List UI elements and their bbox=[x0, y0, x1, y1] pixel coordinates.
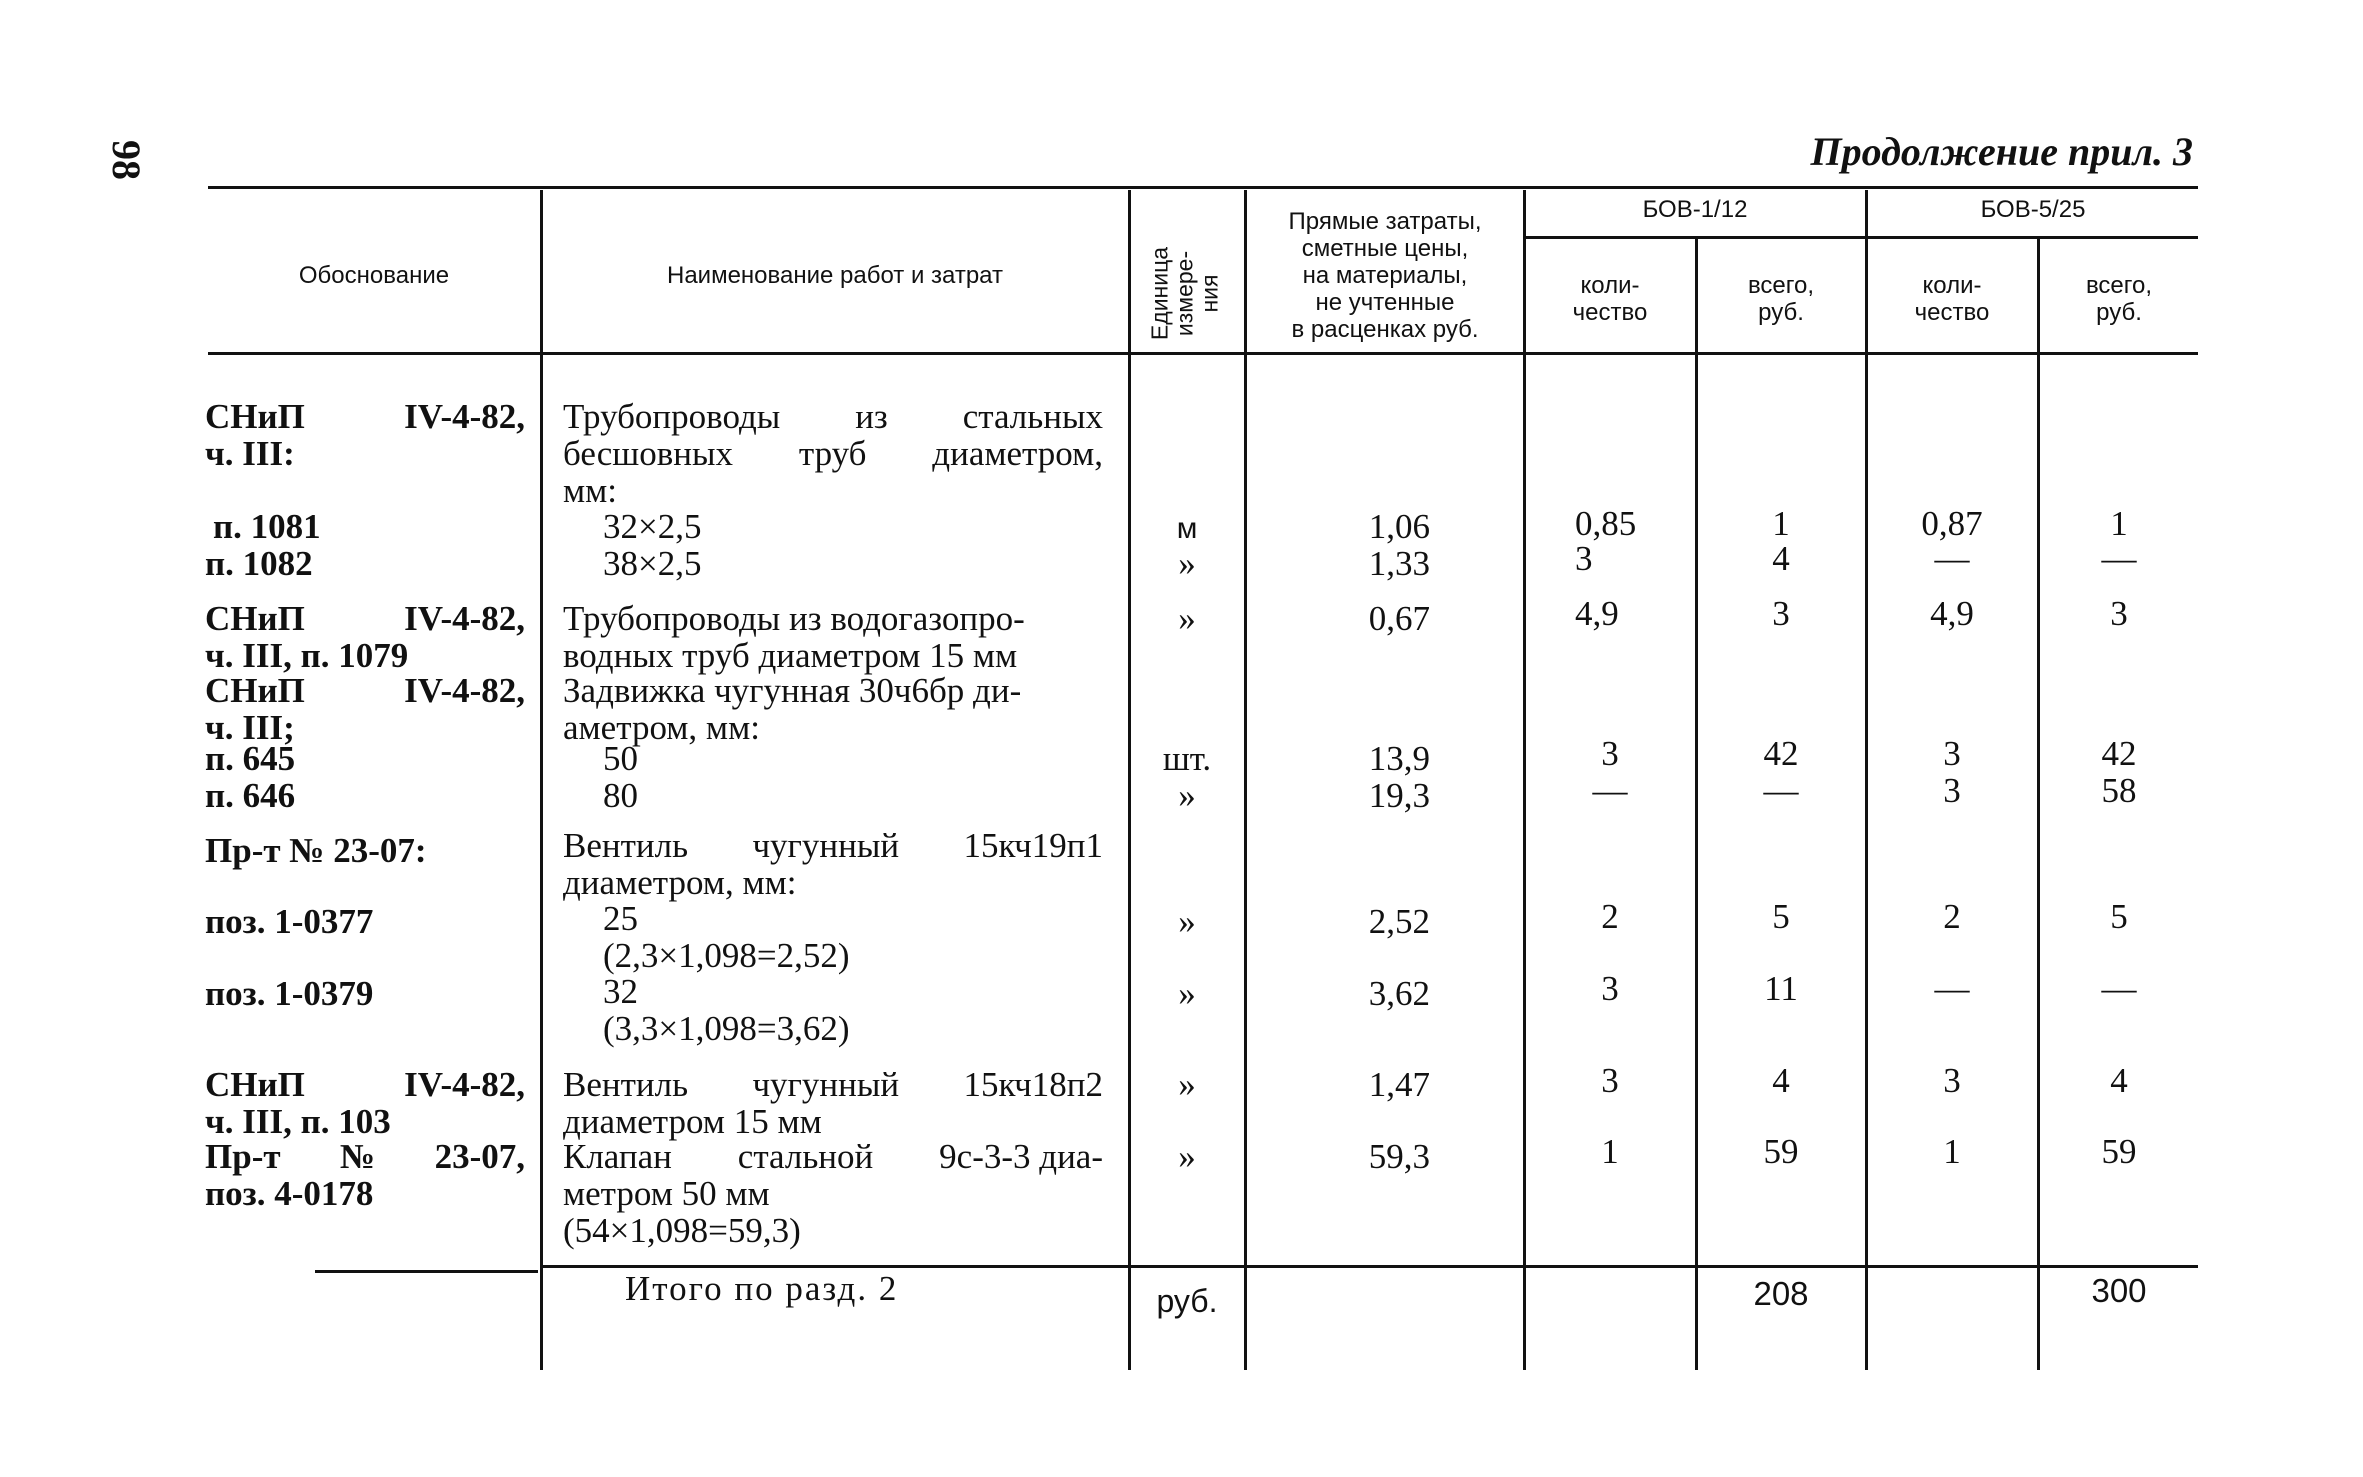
table-cell-total1: 4 bbox=[1772, 539, 1790, 578]
table-row-basis: п. 1082 bbox=[205, 544, 313, 583]
header-unit: Единица измере- ния bbox=[1146, 246, 1223, 341]
table-cell-total1: 11 bbox=[1764, 969, 1798, 1008]
table-cell-qty1: 3 bbox=[1575, 539, 1593, 578]
table-cell-total2: — bbox=[2101, 539, 2137, 578]
table-row-name: Трубопроводы из водогазопро- водных труб диаметром 15 мм bbox=[563, 599, 1025, 675]
table-cell-total2: 42 bbox=[2101, 734, 2137, 773]
table-cell-unit: » bbox=[1178, 776, 1196, 815]
header-qty-2: коли- чество bbox=[1914, 272, 1990, 326]
table-cell-total2: 3 bbox=[2110, 594, 2128, 633]
table-cell-cost: 3,62 bbox=[1368, 974, 1430, 1013]
table-row-basis: п. 1081 bbox=[213, 507, 321, 546]
table-cell-qty2: — bbox=[1934, 969, 1970, 1008]
continuation-title: Продолжение прил. 3 bbox=[1810, 129, 2193, 174]
table-row-basis: Пр-т № 23-07: bbox=[205, 831, 427, 870]
table-row-basis: Пр-т № 23-07, поз. 4-0178 bbox=[205, 1137, 525, 1213]
table-row-basis: СНиП IV-4-82, ч. III, п. 103 bbox=[205, 1065, 525, 1141]
group-divider bbox=[1523, 236, 2198, 239]
table-row-name: 32 (3,3×1,098=3,62) bbox=[603, 972, 850, 1048]
table-cell-qty2: 0,87 bbox=[1921, 504, 1983, 543]
table-cell-total2: 4 bbox=[2110, 1061, 2128, 1100]
table-cell-qty1: 3 bbox=[1601, 1061, 1619, 1100]
table-cell-qty2: 3 bbox=[1943, 734, 1961, 773]
table-cell-total2: 58 bbox=[2101, 771, 2137, 810]
table-row-name: Задвижка чугунная 30ч6бр ди- аметром, мм: bbox=[563, 671, 1022, 747]
table-cell-qty1: — bbox=[1592, 771, 1628, 810]
total-label: Итого по разд. 2 bbox=[625, 1269, 899, 1308]
col-sep-3 bbox=[1244, 190, 1247, 1370]
table-top-border bbox=[208, 186, 2198, 189]
table-cell-unit: » bbox=[1178, 1137, 1196, 1176]
table-row-name: 50 bbox=[603, 739, 638, 778]
table-cell-qty1: 3 bbox=[1601, 969, 1619, 1008]
table-row-name: Клапан стальной 9с-3-3 диа- метром 50 мм (54×1,098=59,3) bbox=[563, 1137, 1103, 1250]
col-sep-1 bbox=[540, 190, 543, 1370]
table-cell-total1: 3 bbox=[1772, 594, 1790, 633]
table-cell-cost: 13,9 bbox=[1368, 739, 1430, 778]
header-group1: БОВ-1/12 bbox=[1642, 196, 1748, 223]
table-row-name: 38×2,5 bbox=[603, 544, 702, 583]
table-cell-total2: 59 bbox=[2101, 1132, 2137, 1171]
table-cell-cost: 2,52 bbox=[1368, 902, 1430, 941]
table-cell-total1: 59 bbox=[1763, 1132, 1799, 1171]
table-row-basis: поз. 1-0379 bbox=[205, 974, 374, 1013]
table-cell-qty2: — bbox=[1934, 539, 1970, 578]
table-row-name: 32×2,5 bbox=[603, 507, 702, 546]
total-divider bbox=[543, 1265, 2198, 1268]
table-cell-unit: шт. bbox=[1162, 739, 1212, 778]
table-cell-cost: 0,67 bbox=[1368, 599, 1430, 638]
table-cell-total1: — bbox=[1763, 771, 1799, 810]
table-cell-unit: » bbox=[1178, 599, 1196, 638]
table-cell-unit: » bbox=[1178, 1065, 1196, 1104]
table-row-name: Вентиль чугунный 15кч19п1 диаметром, мм: bbox=[563, 826, 1103, 902]
table-cell-qty2: 1 bbox=[1943, 1132, 1961, 1171]
table-row-basis: СНиП IV-4-82, ч. III: bbox=[205, 397, 525, 473]
header-basis: Обоснование bbox=[298, 262, 450, 289]
table-row-basis: поз. 1-0377 bbox=[205, 902, 374, 941]
header-total-2: всего, руб. bbox=[2085, 272, 2153, 326]
table-cell-qty1: 2 bbox=[1601, 897, 1619, 936]
table-row-name: 80 bbox=[603, 776, 638, 815]
table-row-basis: п. 645 bbox=[205, 739, 296, 778]
header-cost: Прямые затраты, сметные цены, на материалы, не учтенные в расценках руб. bbox=[1288, 208, 1482, 343]
header-total-1: всего, руб. bbox=[1747, 272, 1815, 326]
table-cell-total2: — bbox=[2101, 969, 2137, 1008]
table-cell-qty2: 3 bbox=[1943, 771, 1961, 810]
table-row-name: Трубопроводы из стальных бесшовных труб диаметром, мм: bbox=[563, 397, 1103, 510]
table-cell-total2: 1 bbox=[2110, 504, 2128, 543]
table-row-basis: п. 646 bbox=[205, 776, 296, 815]
table-cell-qty1: 4,9 bbox=[1575, 594, 1619, 633]
table-row-name: 25 (2,3×1,098=2,52) bbox=[603, 899, 850, 975]
header-qty-1: коли- чество bbox=[1572, 272, 1648, 326]
table-cell-total1: 1 bbox=[1772, 504, 1790, 543]
table-cell-qty2: 3 bbox=[1943, 1061, 1961, 1100]
total-divider-left bbox=[315, 1270, 538, 1273]
table-cell-unit: м bbox=[1176, 512, 1198, 545]
page-number: 98 bbox=[104, 140, 149, 180]
total-sum-2: 300 bbox=[2091, 1272, 2147, 1309]
table-cell-cost: 1,47 bbox=[1368, 1065, 1430, 1104]
table-cell-qty1: 3 bbox=[1601, 734, 1619, 773]
table-cell-total1: 5 bbox=[1772, 897, 1790, 936]
table-cell-unit: » bbox=[1178, 544, 1196, 583]
table-row-name: Вентиль чугунный 15кч18п2 диаметром 15 мм bbox=[563, 1065, 1103, 1141]
table-cell-total2: 5 bbox=[2110, 897, 2128, 936]
header-name: Наименование работ и затрат bbox=[666, 262, 1003, 289]
table-cell-qty1: 0,85 bbox=[1575, 504, 1637, 543]
table-row-basis: СНиП IV-4-82, ч. III; bbox=[205, 671, 525, 747]
table-cell-cost: 1,33 bbox=[1368, 544, 1430, 583]
table-row-basis: СНиП IV-4-82, ч. III, п. 1079 bbox=[205, 599, 525, 675]
table-cell-unit: » bbox=[1178, 974, 1196, 1013]
table-cell-qty2: 4,9 bbox=[1930, 594, 1974, 633]
header-group2: БОВ-5/25 bbox=[1980, 196, 2086, 223]
table-cell-total1: 42 bbox=[1763, 734, 1799, 773]
total-unit: руб. bbox=[1156, 1283, 1218, 1319]
table-cell-qty2: 2 bbox=[1943, 897, 1961, 936]
table-cell-qty1: 1 bbox=[1601, 1132, 1619, 1171]
table-cell-cost: 59,3 bbox=[1368, 1137, 1430, 1176]
total-sum-1: 208 bbox=[1753, 1275, 1809, 1312]
table-cell-cost: 19,3 bbox=[1368, 776, 1430, 815]
table-cell-unit: » bbox=[1178, 902, 1196, 941]
table-cell-total1: 4 bbox=[1772, 1061, 1790, 1100]
table-cell-cost: 1,06 bbox=[1368, 507, 1430, 546]
